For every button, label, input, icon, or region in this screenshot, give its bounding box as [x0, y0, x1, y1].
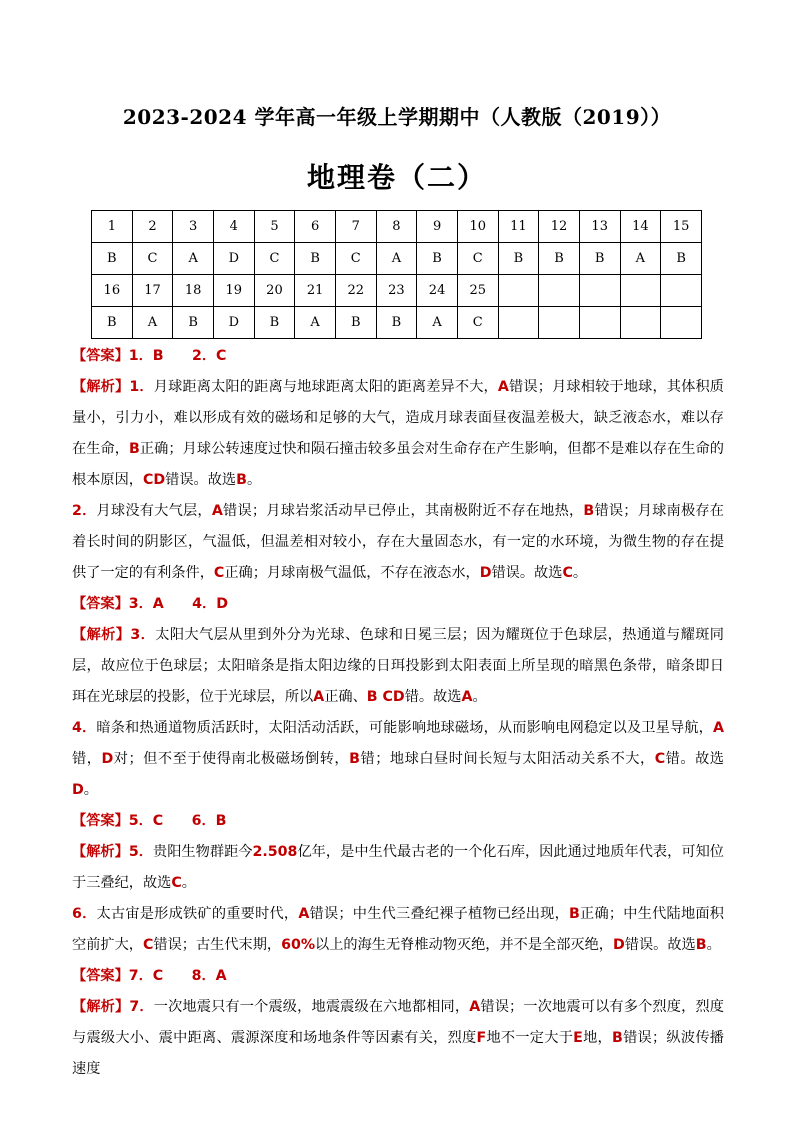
question-number-cell: 12 [539, 211, 580, 243]
analysis-paragraph [72, 620, 724, 713]
body-text: 地不一定大于 [486, 1030, 574, 1046]
highlight-text: C [142, 937, 154, 953]
question-number-cell: 10 [457, 211, 498, 243]
question-number-cell: 23 [376, 275, 417, 307]
answer-letter-cell: A [620, 243, 661, 275]
answer-letter-cell: D [213, 307, 254, 339]
answer-letter-cell: B [661, 243, 702, 275]
body-text: 错， [72, 751, 102, 767]
body-text: 正确；月球南极气温低，不存在液态水， [224, 565, 480, 581]
body-text: 亿年，是中生代最古老的一个化石库，因此通过地质年代表，可知位于三叠纪，故选 [72, 844, 724, 891]
body-text: 错误；一次地震可以有多个烈度，烈度与震级大小、震中距离、震源深度和场地条件等因素有关，烈度 [72, 999, 724, 1046]
answer-letter-row [92, 307, 702, 339]
highlight-text: C [654, 751, 666, 767]
body-text: 错。故选 [665, 751, 724, 767]
highlight-text: A [497, 379, 509, 395]
question-number-cell: 2 [132, 211, 173, 243]
answer-letter-cell: B [295, 243, 336, 275]
highlight-text: CD [142, 472, 166, 488]
highlight-text: C [171, 875, 182, 891]
answer-letter-cell: B [92, 243, 133, 275]
answer-letter-cell: B [539, 243, 580, 275]
body-text: 月球没有大气层， [96, 503, 212, 519]
answer-letter-cell: C [457, 307, 498, 339]
question-number-cell: 21 [295, 275, 336, 307]
answer-table [91, 210, 702, 339]
highlight-text: 4． [72, 720, 97, 736]
body-text: 错误。故选 [165, 472, 237, 488]
body-text: 错误；月球南极存在着长时间的阴影区，气温低，但温差相对较小，存在大量固态水，有一定的水环境，为微生物的存在提供了一定的有利条件， [72, 503, 724, 581]
question-number-cell: 6 [295, 211, 336, 243]
highlight-text: E [573, 1030, 583, 1046]
answer-letter-cell: B [376, 307, 417, 339]
body-text: 错；地球白昼时间长短与太阳活动关系不大， [359, 751, 655, 767]
body-text: 错误。故选 [624, 937, 696, 953]
question-number-cell: 20 [254, 275, 295, 307]
body-text: 错误；月球相较于地球，其体积质量小，引力小，难以形成有效的磁场和足够的大气，造成月球表面昼夜温差极大，缺乏液态水，难以存在生命， [72, 379, 724, 457]
body-text: 错误。故选 [491, 565, 563, 581]
question-number-cell: 4 [213, 211, 254, 243]
highlight-text: B [349, 751, 360, 767]
body-text: 错误；古生代末期， [153, 937, 282, 953]
answer-letter-cell: B [498, 243, 539, 275]
answer-letter-cell [498, 307, 539, 339]
body-text: 太阳大气层从里到外分为光球、色球和日冕三层；因为耀斑位于色球层，热通道与耀斑同层，故应位于色球层；太阳暗条是指太阳边缘的日珥投影到太阳表面上所呈现的暗黑色条带，暗条即日珥在光球层的投影，位于光球层，所以 [72, 627, 724, 705]
question-number-cell: 16 [92, 275, 133, 307]
body-text: 以上的海生无脊椎动物灭绝，并不是全部灭绝， [315, 937, 613, 953]
question-number-cell [498, 275, 539, 307]
body-text: 错误；纵波传播速度 [72, 1030, 724, 1077]
answer-letter-cell [539, 307, 580, 339]
question-number-row [92, 275, 702, 307]
body-text: 地， [582, 1030, 612, 1046]
question-number-cell: 14 [620, 211, 661, 243]
answer-line [72, 589, 724, 620]
question-number-cell [620, 275, 661, 307]
body-text: 贵阳生物群距今 [153, 844, 253, 860]
highlight-text: 60% [281, 937, 316, 953]
question-number-cell: 19 [213, 275, 254, 307]
highlight-text: 6． [72, 906, 97, 922]
answer-line [72, 341, 724, 372]
highlight-text: 【解析】7． [72, 999, 154, 1015]
question-number-cell: 3 [173, 211, 214, 243]
highlight-text: F [476, 1030, 487, 1046]
highlight-text: 【解析】5． [72, 844, 153, 860]
answer-letter-cell [661, 307, 702, 339]
question-number-cell: 1 [92, 211, 133, 243]
answer-letter-cell: C [132, 243, 173, 275]
question-number-cell [579, 275, 620, 307]
analysis-paragraph [72, 713, 724, 806]
highlight-text: 【解析】1． [72, 379, 154, 395]
question-number-cell: 24 [417, 275, 458, 307]
answer-letter-cell: C [335, 243, 376, 275]
highlight-text: B [569, 906, 580, 922]
highlight-text: B [612, 1030, 623, 1046]
question-number-cell: 13 [579, 211, 620, 243]
question-number-cell: 15 [661, 211, 702, 243]
answer-letter-cell [579, 307, 620, 339]
highlight-text: A [469, 999, 481, 1015]
body-text: 。 [181, 875, 196, 891]
answer-line [72, 961, 724, 992]
highlight-text: 【答案】5．C 6．B [72, 813, 227, 829]
body-text: 。 [472, 689, 487, 705]
highlight-text: C [213, 565, 225, 581]
highlight-text: B [695, 937, 707, 953]
answer-letter-cell: B [254, 307, 295, 339]
document-subtitle: 地理卷（二） [306, 161, 487, 194]
body-text: 。 [706, 937, 721, 953]
highlight-text: D [101, 751, 114, 767]
question-number-cell: 5 [254, 211, 295, 243]
body-text: 错误；月球岩浆活动早已停止，其南极附近不存在地热， [222, 503, 584, 519]
answer-letter-row [92, 243, 702, 275]
answer-letter-cell: A [173, 243, 214, 275]
highlight-text: B [129, 441, 140, 457]
answer-letter-cell: B [173, 307, 214, 339]
question-number-cell: 25 [457, 275, 498, 307]
analysis-paragraph [72, 992, 724, 1085]
body-text: 一次地震只有一个震级，地震震级在六地都相同， [153, 999, 470, 1015]
answer-letter-cell: C [457, 243, 498, 275]
question-number-cell: 8 [376, 211, 417, 243]
highlight-text: A [211, 503, 223, 519]
question-number-cell [661, 275, 702, 307]
question-number-cell [539, 275, 580, 307]
analysis-paragraph [72, 837, 724, 899]
question-number-cell: 22 [335, 275, 376, 307]
analysis-paragraph [72, 372, 724, 496]
document-title: 2023-2024 学年高一年级上学期期中（人教版（2019）） [122, 105, 672, 129]
question-number-cell: 7 [335, 211, 376, 243]
highlight-text: 2.508 [252, 844, 298, 860]
highlight-text: B [583, 503, 595, 519]
body-text: 错。故选 [404, 689, 462, 705]
answer-explanations [72, 341, 724, 1085]
answer-letter-cell: A [295, 307, 336, 339]
highlight-text: 【答案】1．B 2．C [72, 348, 227, 364]
body-text: 月球距离太阳的距离与地球距离太阳的距离差异不大， [153, 379, 498, 395]
question-number-cell: 9 [417, 211, 458, 243]
body-text: 正确；月球公转速度过快和陨石撞击较多虽会对生命存在产生影响，但都不是难以存在生命的根本原因， [72, 441, 724, 488]
body-text: 正确；中生代陆地面积空前扩大， [72, 906, 724, 953]
answer-letter-cell [620, 307, 661, 339]
answer-letter-cell: A [417, 307, 458, 339]
highlight-text: 【答案】7．C 8．A [72, 968, 227, 984]
body-text: 太古宙是形成铁矿的重要时代， [96, 906, 299, 922]
highlight-text: 【解析】3． [72, 627, 156, 643]
body-text: 暗条和热通道物质活跃时，太阳活动活跃，可能影响地球磁场，从而影响电网稳定以及卫星导航， [96, 720, 714, 736]
highlight-text: 2． [72, 503, 97, 519]
answer-letter-cell: A [376, 243, 417, 275]
highlight-text: C [562, 565, 573, 581]
question-number-cell: 18 [173, 275, 214, 307]
answer-letter-cell: C [254, 243, 295, 275]
answer-letter-cell: D [213, 243, 254, 275]
highlight-text: D [72, 782, 84, 798]
highlight-text: A [461, 689, 473, 705]
highlight-text: A [298, 906, 310, 922]
answer-letter-cell: B [417, 243, 458, 275]
body-text: 正确、 [324, 689, 367, 705]
question-number-cell: 17 [132, 275, 173, 307]
question-number-row [92, 211, 702, 243]
answer-letter-cell: B [579, 243, 620, 275]
body-text: 对；但不至于使得南北极磁场倒转， [113, 751, 350, 767]
highlight-text: 【答案】3．A 4．D [72, 596, 229, 612]
highlight-text: B CD [366, 689, 405, 705]
body-text: 。 [572, 565, 588, 581]
body-text: 。 [246, 472, 262, 488]
answer-letter-cell: A [132, 307, 173, 339]
answer-letter-cell: B [335, 307, 376, 339]
highlight-text: A [713, 720, 724, 736]
question-number-cell: 11 [498, 211, 539, 243]
analysis-paragraph [72, 899, 724, 961]
highlight-text: D [479, 565, 492, 581]
highlight-text: B [236, 472, 247, 488]
body-text: 。 [83, 782, 98, 798]
answer-letter-cell: B [92, 307, 133, 339]
answer-line [72, 806, 724, 837]
body-text: 错误；中生代三叠纪裸子植物已经出现， [309, 906, 569, 922]
highlight-text: D [613, 937, 625, 953]
highlight-text: A [313, 689, 325, 705]
analysis-paragraph [72, 496, 724, 589]
